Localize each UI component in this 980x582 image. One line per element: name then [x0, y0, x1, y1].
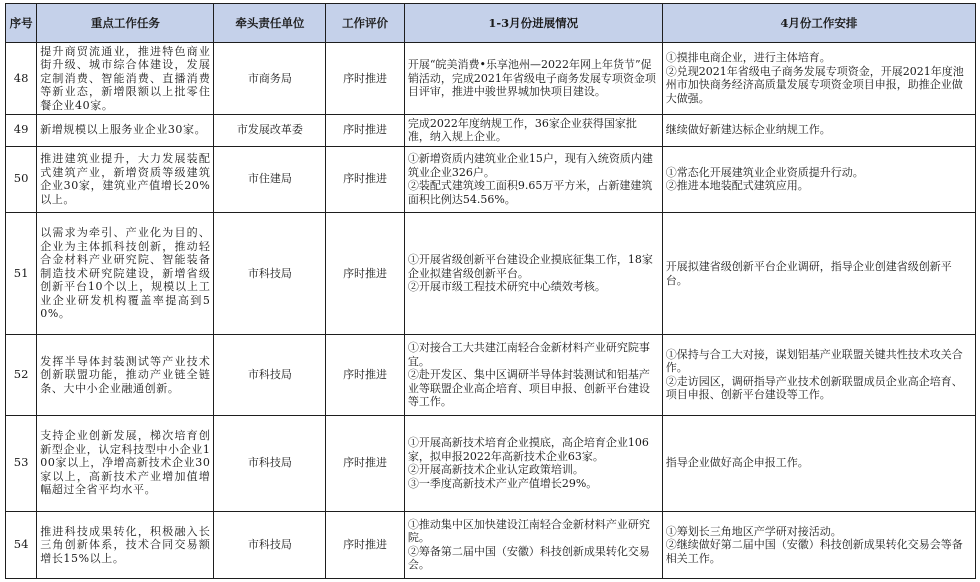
- progress-item: ①推动集中区加快建设江南轻合金新材料产业研究院。: [407, 517, 650, 545]
- progress-item: ②赴开发区、集中区调研半导体封装测试和铝基产业等联盟企业高企培育、项目申报、创新平台建设等工作。: [407, 368, 650, 409]
- plan-item: 开展拟建省级创新平台企业调研，指导企业创建省级创新平台。: [665, 260, 952, 287]
- work-task-table: [5, 3, 976, 579]
- progress-item: ①开展高新技术培育企业摸底，高企培育企业106家，拟申报2022年高新技术企业63家。: [407, 436, 649, 463]
- progress-item: ①新增资质内建筑业企业15户，现有入统资质内建筑业企业326户。: [407, 152, 653, 179]
- row-task: 推进科技成果转化，积极融入长三角创新体系，技术合同交易额增长15%以上。: [37, 511, 214, 578]
- row-task: 提升商贸流通业，推进特色商业街升级、城市综合体建设，发展定制消费、智能消费、直播消费等新业态，新增限额以上批零住餐企业40家。: [37, 43, 214, 115]
- row-unit: 市科技局: [214, 212, 326, 334]
- table-row: [6, 114, 976, 146]
- table-row: [6, 415, 976, 511]
- row-unit: 市科技局: [214, 415, 326, 511]
- row-number: 52: [6, 335, 37, 416]
- row-plan: [662, 114, 975, 146]
- progress-item: ②筹备第二届中国（安徽）科技创新成果转化交易会。: [407, 544, 650, 572]
- plan-item: ①保持与合工大对接，谋划铝基产业联盟关键共性技术攻关合作。: [665, 347, 963, 375]
- plan-item: ①筹划长三角地区产学研对接活动。: [665, 524, 842, 538]
- plan-item: ①常态化开展建筑业企业资质提升行动。: [665, 165, 864, 179]
- row-task: 支持企业创新发展，梯次培育创新型企业，认定科技型中小企业100家以上，净增高新技术企业30家以上，高新技术产业增加值增幅超过全省平均水平。: [37, 415, 214, 511]
- row-number: 48: [6, 43, 37, 115]
- plan-item: ①摸排电商企业，进行主体培育。: [665, 51, 831, 65]
- row-plan: [662, 43, 975, 115]
- table-header: [6, 4, 976, 43]
- header-eval: 工作评价: [326, 4, 405, 43]
- row-unit: 市商务局: [214, 43, 326, 115]
- row-progress: [404, 415, 662, 511]
- table-row: [6, 212, 976, 334]
- row-unit: 市发展改革委: [214, 114, 326, 146]
- header-no: 序号: [6, 4, 37, 43]
- row-unit: 市科技局: [214, 335, 326, 416]
- progress-item: ①开展省级创新平台建设企业摸底征集工作，18家企业拟建省级创新平台。: [407, 253, 653, 280]
- row-evaluation: 序时推进: [326, 335, 405, 416]
- row-unit: 市住建局: [214, 146, 326, 212]
- plan-item: ②兑现2021年省级电子商务发展专项资金，开展2021年度池州市加快商务经济高质量发展专项资金项目申报，助推企业做大做强。: [665, 64, 964, 105]
- progress-item: ②装配式建筑竣工面积9.65万平方米，占新建建筑面积比例达54.56%。: [407, 179, 653, 206]
- row-number: 50: [6, 146, 37, 212]
- row-evaluation: 序时推进: [326, 114, 405, 146]
- progress-item: ②开展市级工程技术研究中心绩效考核。: [407, 280, 606, 294]
- header-row: [6, 4, 976, 43]
- row-progress: [404, 43, 662, 115]
- row-plan: [662, 511, 975, 578]
- plan-item: ②推进本地装配式建筑应用。: [665, 179, 809, 193]
- row-progress: [404, 511, 662, 578]
- row-evaluation: 序时推进: [326, 511, 405, 578]
- row-progress: [404, 212, 662, 334]
- row-task: 新增规模以上服务业企业30家。: [37, 114, 214, 146]
- row-plan: [662, 212, 975, 334]
- row-evaluation: 序时推进: [326, 212, 405, 334]
- header-progress: 1-3月份进展情况: [404, 4, 662, 43]
- progress-item: ③一季度高新技术产业产值增长29%。: [407, 476, 598, 490]
- table-row: [6, 43, 976, 115]
- row-progress: [404, 114, 662, 146]
- row-task: 以需求为牵引、产业化为目的、企业为主体抓科技创新，推动轻合金材料产业研究院、智能装备制造技术研究院建设，新增省级创新平台10个以上，规模以上工业企业研发机构覆盖率提高到50%。: [37, 212, 214, 334]
- table-row: [6, 335, 976, 416]
- row-progress: [404, 335, 662, 416]
- row-progress: [404, 146, 662, 212]
- row-number: 51: [6, 212, 37, 334]
- row-task: 推进建筑业提升，大力发展装配式建筑产业，新增资质等级建筑企业30家，建筑业产值增长20%以上。: [37, 146, 214, 212]
- header-task: 重点工作任务: [37, 4, 214, 43]
- progress-item: ①对接合工大共建江南轻合金新材料产业研究院事宜。: [407, 341, 650, 368]
- progress-item: ②开展高新技术企业认定政策培训。: [407, 463, 584, 477]
- progress-item: 开展“皖美消费•乐享池州—2022年网上年货节”促销活动，完成2021年省级电子商务发展专项资金项目评审，推进中骏世界城加快项目建设。: [407, 58, 656, 99]
- row-plan: [662, 335, 975, 416]
- row-evaluation: 序时推进: [326, 146, 405, 212]
- plan-item: ②走访园区，调研指导产业技术创新联盟成员企业高企培育、项目申报、创新平台建设等工作。: [665, 374, 963, 402]
- plan-item: 继续做好新建达标企业纳规工作。: [665, 123, 831, 137]
- row-plan: [662, 146, 975, 212]
- row-unit: 市科技局: [214, 511, 326, 578]
- plan-item: ②继续做好第二届中国（安徽）科技创新成果转化交易会等备相关工作。: [665, 538, 963, 565]
- header-unit: 牵头责任单位: [214, 4, 326, 43]
- plan-item: 指导企业做好高企申报工作。: [665, 456, 809, 470]
- row-number: 54: [6, 511, 37, 578]
- table-row: [6, 511, 976, 578]
- row-plan: [662, 415, 975, 511]
- row-evaluation: 序时推进: [326, 43, 405, 115]
- progress-item: 完成2022年度纳规工作，36家企业获得国家批准，纳入规上企业。: [407, 116, 637, 144]
- table-body: [6, 43, 976, 579]
- row-evaluation: 序时推进: [326, 415, 405, 511]
- row-task: 发挥半导体封装测试等产业技术创新联盟功能，推动产业链全链条、大中小企业融通创新。: [37, 335, 214, 416]
- header-plan: 4月份工作安排: [662, 4, 975, 43]
- row-number: 49: [6, 114, 37, 146]
- table-row: [6, 146, 976, 212]
- row-number: 53: [6, 415, 37, 511]
